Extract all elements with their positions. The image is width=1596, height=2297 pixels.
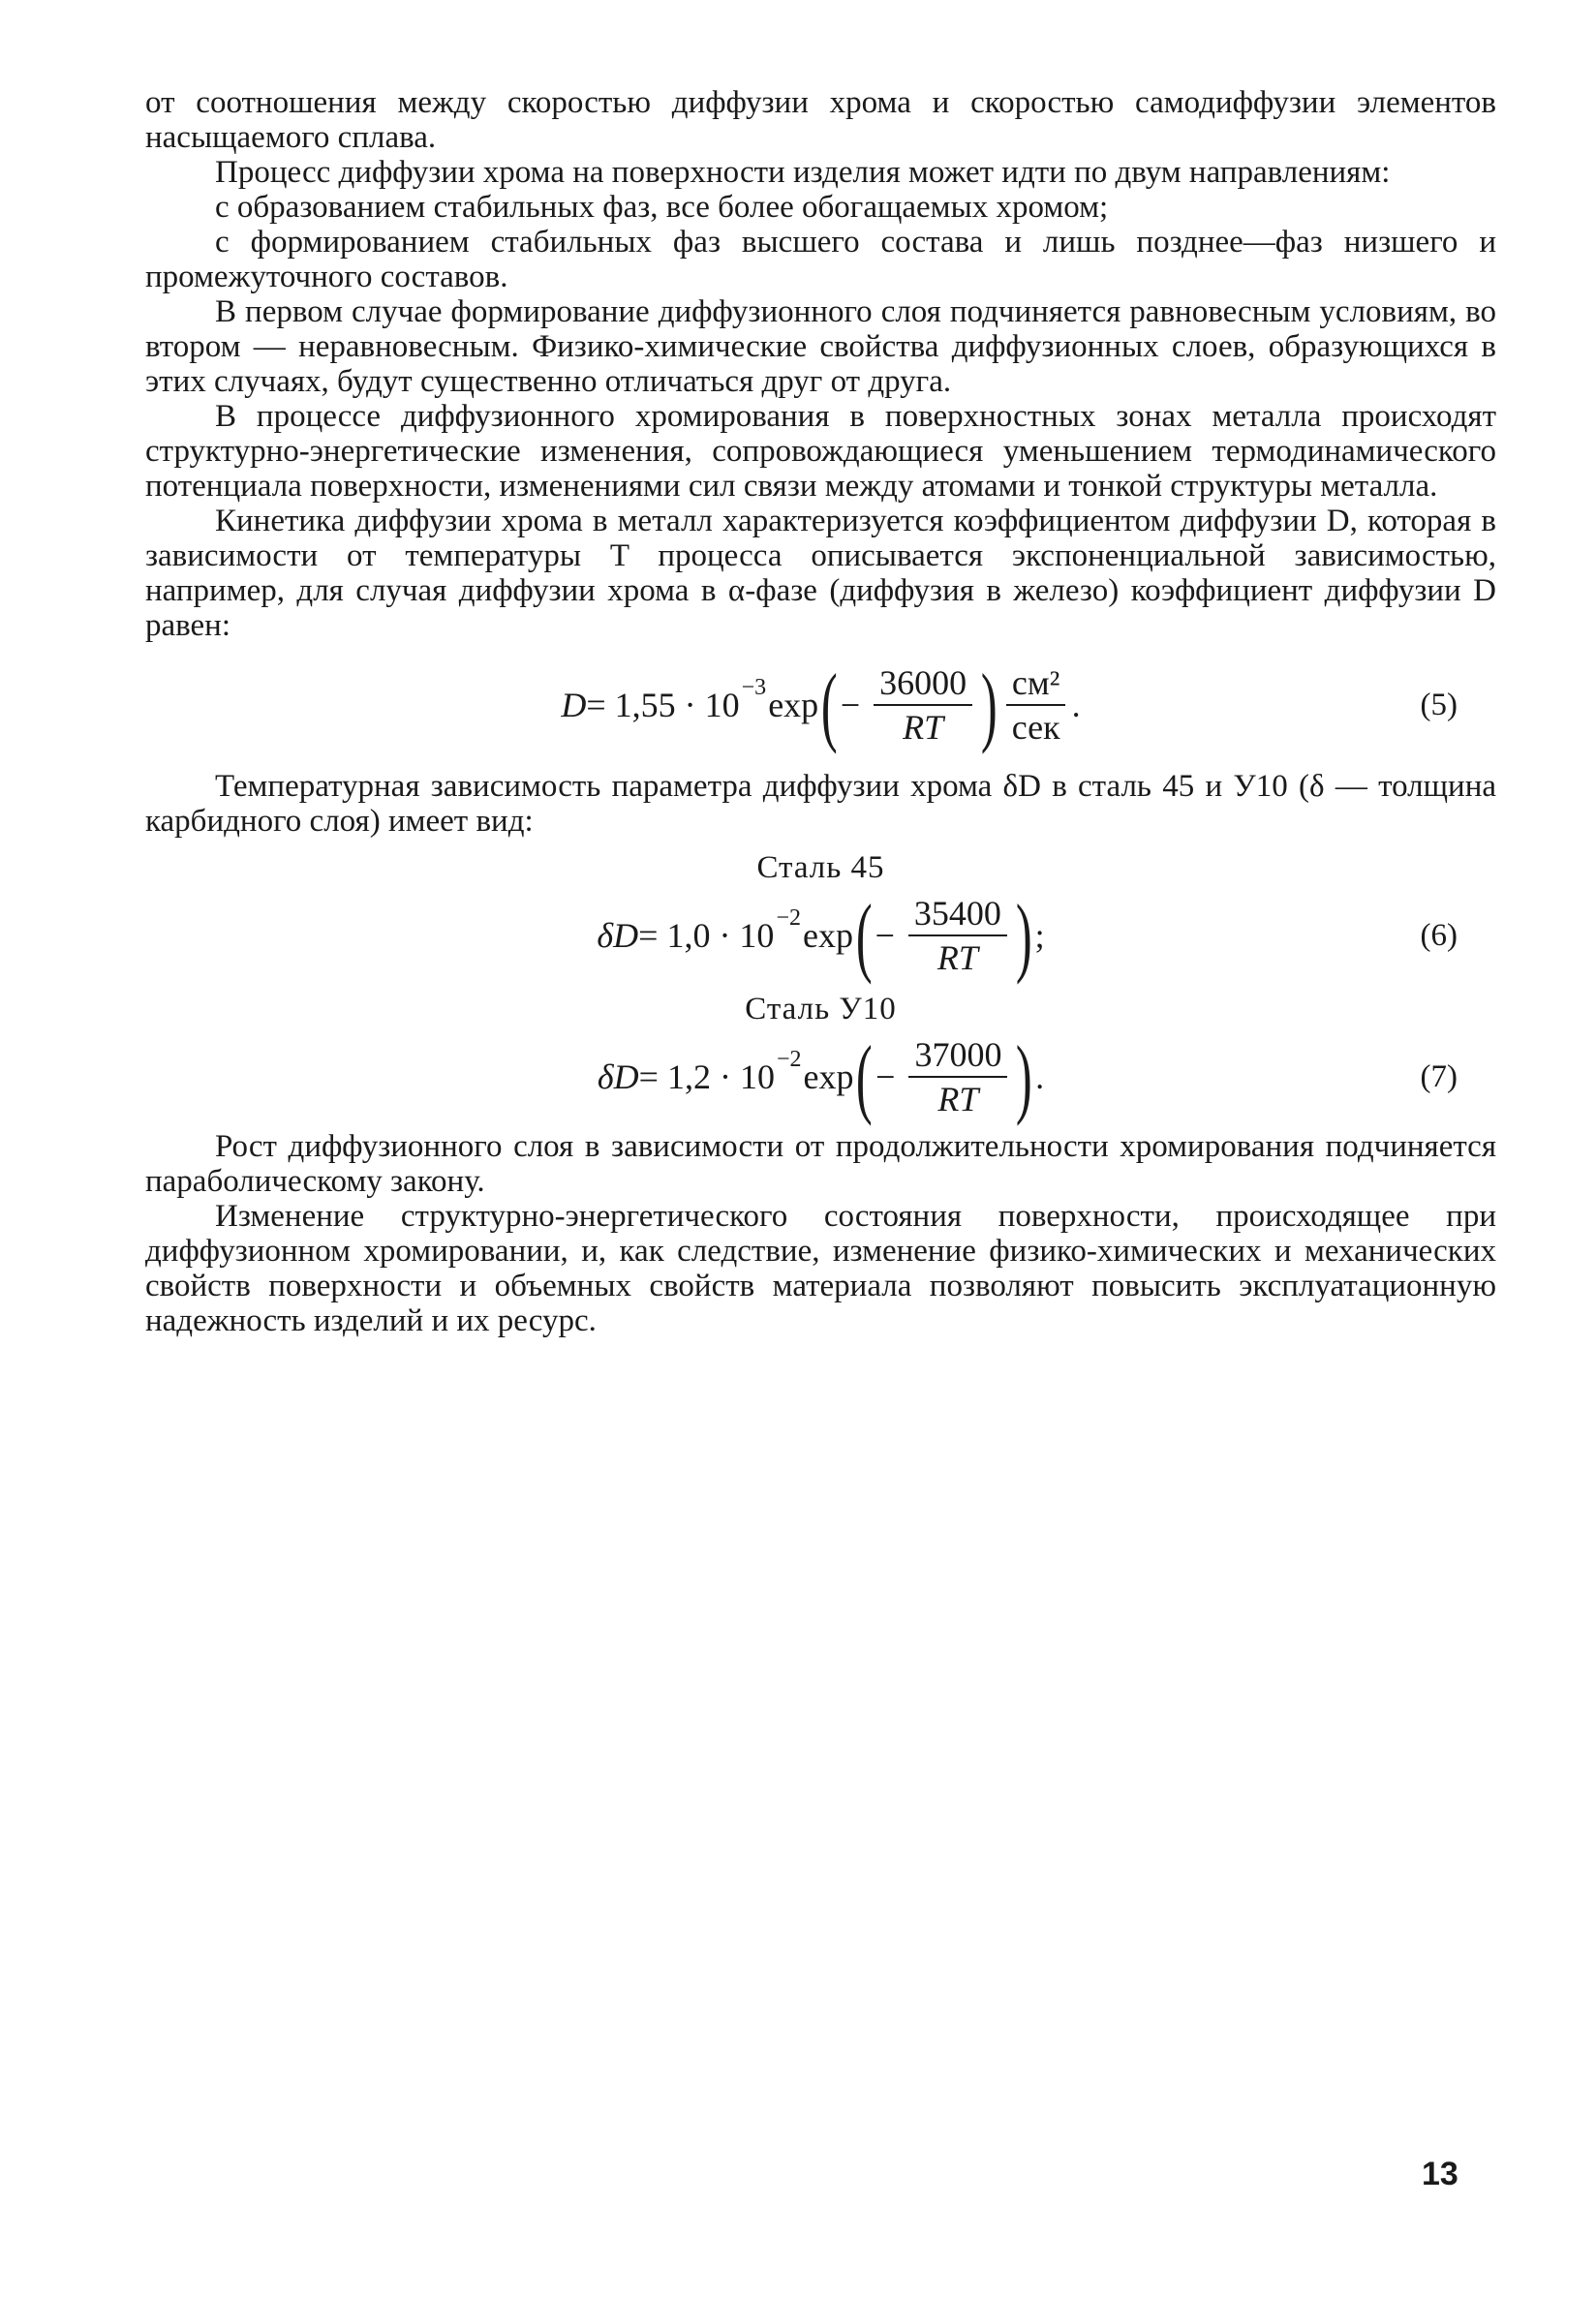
unit-numerator: см²: [1006, 663, 1066, 706]
formula-coefficient: = 1,2 · 10: [638, 1057, 775, 1096]
minus-sign: −: [840, 686, 861, 724]
formula-5: [561, 656, 1081, 754]
paragraph-kinetics: Кинетика диффузии хрома в металл характеризуется коэффициентом диффузии D, которая в зависимости от температуры T процесса описывается экспоненциальной зависимостью, например, для случая диффузии хрома в α-фазе (диффузия в железо) коэффициент диффузии D равен:: [145, 504, 1496, 643]
left-paren: (: [855, 886, 873, 985]
equation-number: (7): [1420, 1059, 1458, 1094]
right-paren: ): [1015, 886, 1032, 985]
equation-6: [145, 886, 1496, 985]
paragraph-temperature: Температурная зависимость параметра диффузии хрома δD в сталь 45 и У10 (δ — толщина карбидного слоя) имеет вид:: [145, 769, 1496, 839]
formula-lhs: δD: [597, 1057, 639, 1096]
minus-sign: −: [875, 1057, 896, 1096]
equation-7: [145, 1027, 1496, 1126]
equation-5: [145, 657, 1496, 753]
equation-number: (6): [1420, 918, 1458, 953]
fraction: [908, 894, 1007, 977]
paragraph-growth: Рост диффузионного слоя в зависимости от продолжительности хромирования подчиняется параболическому закону.: [145, 1129, 1496, 1199]
right-paren: ): [981, 656, 998, 754]
formula-6: [597, 886, 1045, 985]
fraction-numerator: 35400: [908, 894, 1007, 936]
fraction-numerator: 36000: [874, 663, 972, 706]
paragraph-intro: от соотношения между скоростью диффузии хрома и скоростью самодиффузии элементов насыщаемого сплава.: [145, 85, 1496, 155]
equation-number: (5): [1420, 688, 1458, 722]
heading-steel-u10: Сталь У10: [745, 992, 897, 1026]
page-number: 13: [1422, 2156, 1458, 2192]
paragraph-first-case: В первом случае формирование диффузионного слоя подчиняется равновесным условиям, во втором — неравновесным. Физико-химические свойства диффузионных слоев, образующихся в этих случаях, будут существенно отличаться друг от друга.: [145, 294, 1496, 399]
unit-fraction: [1006, 663, 1066, 747]
left-paren: (: [856, 1027, 874, 1126]
paragraph-conclusion: Изменение структурно-энергетического состояния поверхности, происходящее при диффузионном хромировании, и, как следствие, изменение физико-химических и механических свойств поверхности и объемных свойств материала позволяют повысить эксплуатационную надежность изделий и их ресурс.: [145, 1199, 1496, 1338]
fraction-denominator: RT: [937, 1080, 979, 1118]
formula-function: exp: [802, 916, 853, 955]
formula-function: exp: [803, 1057, 854, 1096]
formula-end: .: [1035, 1057, 1045, 1096]
paragraph-option-2: с формированием стабильных фаз высшего состава и лишь позднее—фаз низшего и промежуточного составов.: [145, 225, 1496, 294]
paragraph-chroming: В процессе диффузионного хромирования в поверхностных зонах металла происходят структурно-энергетические изменения, сопровождающиеся уменьшением термодинамического потенциала поверхности, изменениями сил связи между атомами и тонкой структуры металла.: [145, 399, 1496, 504]
minus-sign: −: [875, 916, 895, 955]
left-paren: (: [821, 656, 838, 754]
formula-exponent: −2: [776, 905, 801, 931]
formula-exponent: −3: [741, 675, 767, 700]
right-paren: ): [1016, 1027, 1033, 1126]
formula-7: [597, 1027, 1045, 1126]
formula-lhs: D: [561, 686, 587, 724]
paragraph-option-1: с образованием стабильных фаз, все более обогащаемых хромом;: [215, 190, 1109, 225]
formula-coefficient: = 1,55 · 10: [586, 686, 740, 724]
formula-end: ;: [1034, 916, 1045, 955]
fraction-denominator: RT: [936, 938, 978, 977]
page-body: [145, 85, 1496, 1338]
formula-lhs: δD: [597, 916, 639, 955]
formula-exponent: −2: [776, 1047, 802, 1072]
heading-steel-45: Сталь 45: [756, 850, 885, 885]
fraction: [908, 1035, 1007, 1118]
paragraph-process: Процесс диффузии хрома на поверхности изделия может идти по двум направлениям:: [215, 155, 1391, 190]
formula-function: exp: [768, 686, 819, 724]
fraction-denominator: RT: [903, 708, 944, 747]
unit-denominator: сек: [1011, 708, 1060, 747]
formula-coefficient: = 1,0 · 10: [638, 916, 775, 955]
formula-end: .: [1071, 686, 1081, 724]
fraction-numerator: 37000: [908, 1035, 1007, 1078]
fraction: [874, 663, 972, 747]
